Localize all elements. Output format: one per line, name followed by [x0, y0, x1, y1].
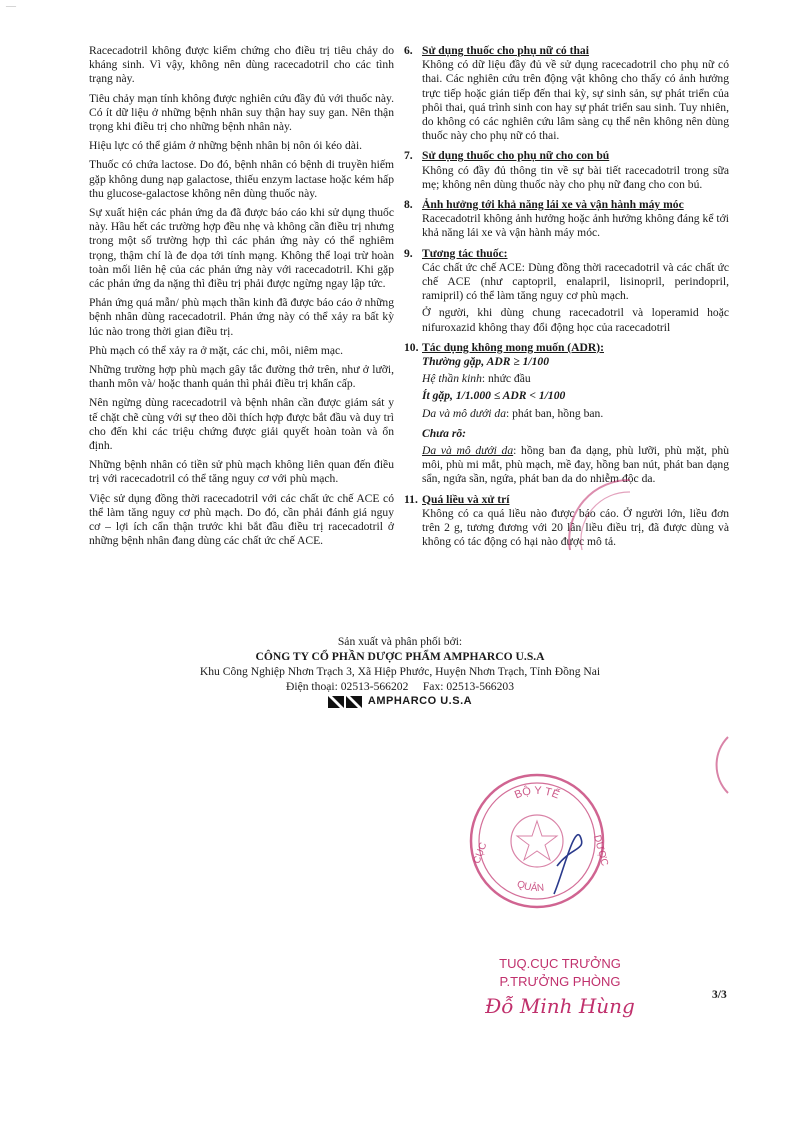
footer-phone: Điện thoại: 02513-566202 Fax: 02513-566203: [286, 680, 514, 693]
section-pregnancy: [404, 44, 729, 143]
partial-stamp-icon: [560, 470, 670, 560]
adr-skin2-text: : hồng ban đa dạng, phù lưỡi, phù mặt, phù môi, phù mi mắt, phù mạch, mề đay, hồng ban nút, phát ban dạng sẩn, ngứa sần, ngứa, phát ban da do nhiễm độc da.: [422, 444, 730, 486]
section-title: Sử dụng thuốc cho phụ nữ cho con bú: [422, 149, 610, 163]
paragraph-chronic-diarrhea: Tiêu chảy mạn tính không được nghiên cứu đầy đủ với thuốc này. Có ít dữ liệu ở những bệnh nhân suy thận hay suy gan. Nên thận trọng khi điều trị cho những bệnh nhân này.: [89, 91, 394, 134]
ministry-seal-icon: [462, 766, 612, 916]
paragraph-airway-obstruction: Những trường hợp phù mạch gây tắc đường thở trên, như ở lưỡi, thanh môn và/ hoặc thanh quản thì phải điều trị khẩn cấp.: [89, 363, 394, 391]
section-adverse-reactions: [404, 341, 729, 487]
seal-top-text: BỘ Y TẾ: [512, 784, 562, 802]
paragraph-antibiotic-diarrhea: Racecadotril không được kiểm chứng cho điều trị tiêu chảy do kháng sinh. Vì vậy, không nên dùng racecadotril cho các tình trạng này.: [89, 44, 394, 86]
signature-name: Đỗ Minh Hùng: [485, 994, 635, 1018]
seal-right-text: DƯỢC: [591, 833, 610, 868]
section-interactions: [404, 247, 729, 335]
adr-nervous-label: Hệ thần kinh: [422, 372, 482, 386]
section-body: Ở người, khi dùng chung racecadotril và loperamid hoặc nifuroxazid không thay đổi động học của racecadotril: [422, 306, 729, 334]
section-body: Không có ca quá liều nào được báo cáo. Ở người lớn, liều đơn trên 2 g, tương đương với 20 lần liều điều trị, đã được dùng và không có tác động có hại nào được mô tả.: [422, 506, 729, 549]
footer-company: CÔNG TY CỔ PHẦN DƯỢC PHẨM AMPHARCO U.S.A: [255, 650, 545, 663]
section-title: Quá liều và xử trí: [422, 492, 510, 506]
section-driving: [404, 198, 729, 241]
footer-logo-text: AMPHARCO U.S.A: [367, 695, 473, 707]
section-number: 10.: [404, 340, 419, 354]
paragraph-vomiting: Hiệu lực có thể giảm ở những bệnh nhân bị nôn ói kéo dài.: [89, 139, 363, 153]
section-title: Tác dụng không mong muốn (ADR):: [422, 340, 604, 354]
section-body: Không có dữ liệu đầy đủ về sử dụng racecadotril cho phụ nữ có thai. Các nghiên cứu trên động vật không cho thấy có ảnh hưởng trực tiếp hoặc gián tiếp đến thai kỳ, sự sinh sản, sự phát triển của phôi thai, quá trình sinh con hay sự phát triển sau sinh. Tuy nhiên, do không có các nghiên cứu lâm sàng cụ thể nên không nên dùng thuốc này cho phụ nữ có thai.: [422, 58, 729, 143]
footer-logo: [130, 694, 670, 709]
section-number: 7.: [404, 149, 413, 163]
page-number: 3/3: [712, 989, 727, 1001]
paragraph-ace-inhibitors: Việc sử dụng đồng thời racecadotril với các chất ức chế ACE có thể làm tăng nguy cơ phù mạch. Do đó, cần phải đánh giá nguy cơ – lợi ích cẩn thận trước khi bắt đầu điều trị racecadotril ở những bệnh nhân đang dùng các chất ức chế ACE.: [89, 491, 394, 548]
adr-unknown-label: Chưa rõ:: [422, 426, 466, 440]
seal-bottom-text: QUẢN: [515, 878, 545, 895]
ampharco-logo-icon: [328, 696, 362, 708]
section-body: Các chất ức chế ACE: Dùng đồng thời racecadotril và các chất ức chế ACE (như captopril, enalapril, lisinopril, perindopril, ramipril) có thể làm tăng nguy cơ phù mạch.: [422, 260, 729, 303]
adr-skin2-label: Da và mô dưới da: [422, 444, 514, 458]
section-title: Ảnh hưởng tới khả năng lái xe và vận hành máy móc: [422, 198, 684, 212]
svg-text:BỘ Y TẾ: [513, 784, 562, 801]
signature-block: [470, 955, 650, 1018]
section-body: Không có đầy đủ thông tin về sự bài tiết racecadotril trong sữa mẹ; không nên dùng thuốc này cho phụ nữ đang cho con bú.: [422, 163, 729, 191]
signature-title-2: P.TRƯỞNG PHÒNG: [499, 974, 621, 989]
paragraph-angioedema-sites: Phù mạch có thể xảy ra ở mặt, các chi, môi, niêm mạc.: [89, 343, 344, 357]
adr-skin-text: : phát ban, hồng ban.: [506, 406, 604, 420]
section-number: 9.: [404, 246, 413, 260]
section-number: 8.: [404, 198, 413, 212]
signature-title-1: TUQ.CỤC TRƯỞNG: [499, 956, 621, 971]
footer: [130, 634, 670, 709]
paragraph-hypersensitivity: Phản ứng quá mẫn/ phù mạch thần kinh đã được báo cáo ở những bệnh nhân dùng racecadotril. Phản ứng này có thể xảy ra bất kỳ lúc nào trong thời gian điều trị.: [89, 296, 394, 338]
paragraph-skin-reactions: Sự xuất hiện các phản ứng da đã được báo cáo khi sử dụng thuốc này. Hầu hết các trường hợp đều nhẹ và không cần điều trị nhưng trong một số trường hợp thì các phản ứng này có thể nghiêm trọng, thậm chí là đe dọa tới tính mạng. Không thể loại trừ hoàn toàn mối liên hệ của các phản ứng này với racecadotril. Khi gặp các phản ứng da nặng thì điều trị phải được ngừng ngay lập tức.: [89, 206, 394, 291]
edge-seal-icon: [700, 735, 730, 795]
svg-text:QUẢN: [515, 879, 545, 894]
paragraph-stop-treatment: Nên ngừng dùng racecadotril và bệnh nhân cần được giám sát y tế chặt chẽ cùng với sự theo dõi thích hợp được bắt đầu và duy trì cho đến khi các triệu chứng được giải quyết hoàn toàn và ổn định.: [89, 396, 394, 453]
paragraph-lactose: Thuốc có chứa lactose. Do đó, bệnh nhân có bệnh di truyền hiếm gặp không dung nạp galactose, thiếu enzym lactase hoặc kém hấp thu glucose-galactose không nên dùng thuốc này.: [89, 158, 394, 200]
corner-mark: —: [6, 1, 16, 12]
left-column: [89, 44, 394, 554]
section-number: 11.: [404, 492, 418, 506]
adr-nervous-text: : nhức đầu: [481, 372, 531, 386]
seal-left-text: CỤC: [471, 841, 490, 866]
adr-common-label: Thường gặp, ADR ≥ 1/100: [422, 355, 550, 369]
adr-skin-label: Da và mô dưới da: [422, 406, 506, 420]
section-breastfeeding: [404, 149, 729, 192]
section-number: 6.: [404, 44, 413, 57]
paragraph-history-angioedema: Những bệnh nhân có tiền sử phù mạch không liên quan đến điều trị với racecadotril có thể tăng nguy cơ với phù mạch.: [89, 458, 394, 486]
footer-address: Khu Công Nghiệp Nhơn Trạch 3, Xã Hiệp Phước, Huyện Nhơn Trạch, Tỉnh Đồng Nai: [199, 665, 601, 678]
section-body: Racecadotril không ảnh hưởng hoặc ảnh hưởng không đáng kể tới khả năng lái xe và vận hành máy móc.: [422, 212, 729, 240]
adr-rare-label: Ít gặp, 1/1.000 ≤ ADR < 1/100: [422, 389, 566, 403]
section-title: Sử dụng thuốc cho phụ nữ có thai: [422, 44, 589, 57]
section-title: Tương tác thuốc:: [422, 246, 508, 260]
footer-intro: Sản xuất và phân phối bởi:: [337, 635, 463, 648]
